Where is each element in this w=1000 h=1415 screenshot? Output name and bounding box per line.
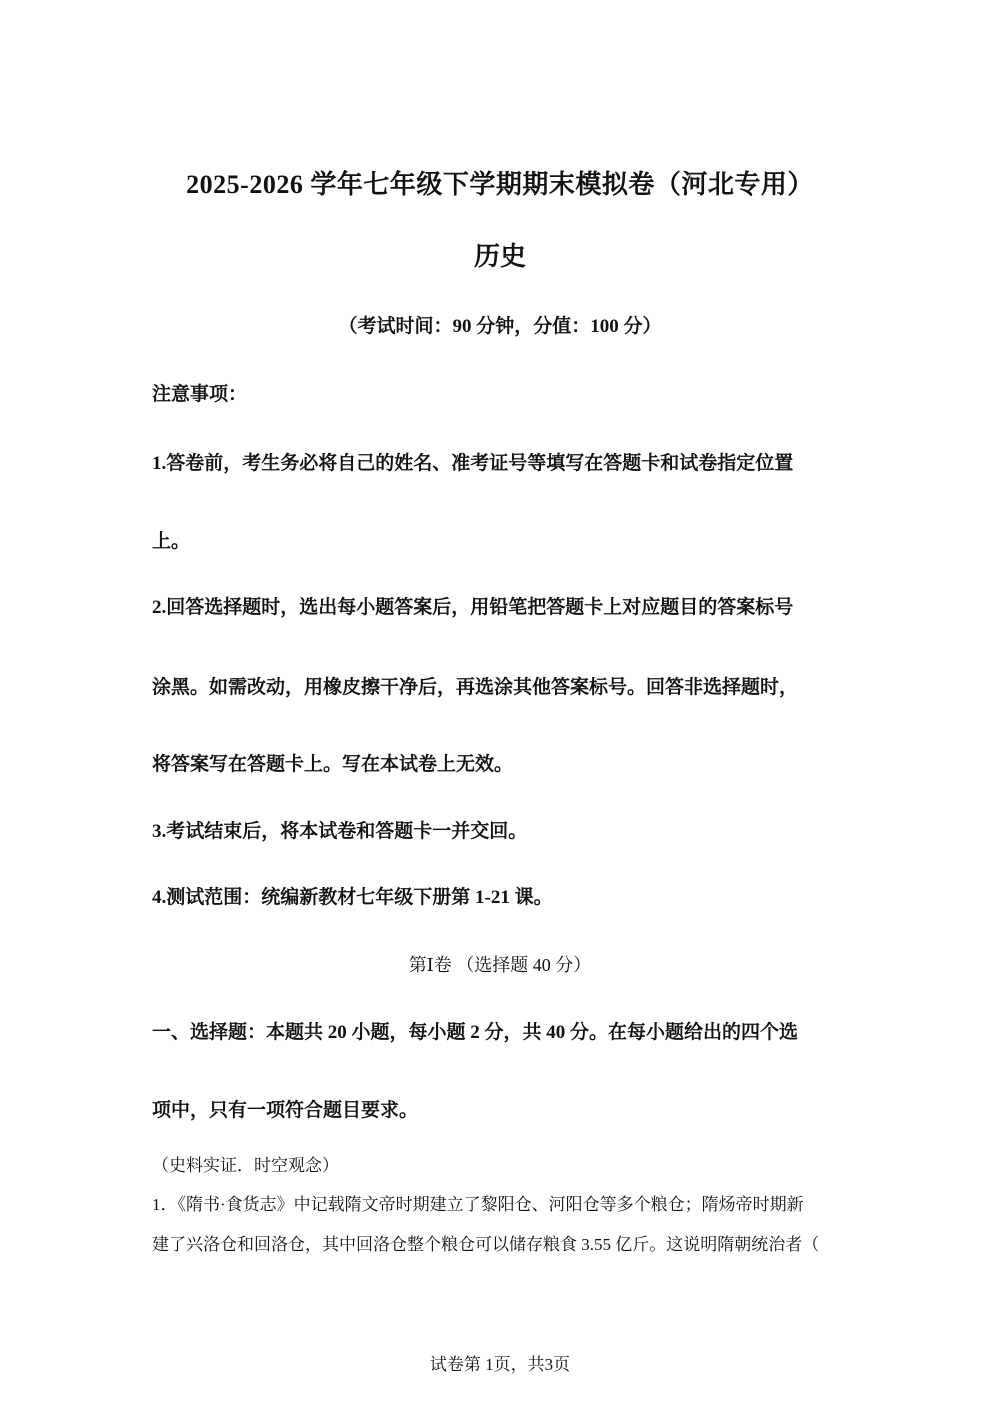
notice-line: 将答案写在答题卡上。写在本试卷上无效。 bbox=[152, 754, 514, 775]
notice-line: 1.答卷前，考生务必将自己的姓名、准考证号等填写在答题卡和试卷指定位置 bbox=[152, 453, 794, 474]
page-footer: 试卷第 1页，共3页 bbox=[429, 1355, 571, 1374]
question-tag: （史料实证．时空观念） bbox=[152, 1156, 339, 1175]
notice-line: 4.测试范围：统编新教材七年级下册第 1-21 课。 bbox=[152, 887, 553, 908]
section-heading: 项中，只有一项符合题目要求。 bbox=[152, 1100, 419, 1121]
question-text: 建了兴洛仓和回洛仓，其中回洛仓整个粮仓可以储存粮食 3.55 亿斤。这说明隋朝统治者（ bbox=[152, 1235, 820, 1254]
notice-line: 3.考试结束后，将本试卷和答题卡一并交回。 bbox=[152, 821, 528, 842]
subject-title: 历史 bbox=[473, 242, 526, 271]
question-text: 1．《隋书·食货志》中记载隋文帝时期建立了黎阳仓、河阳仓等多个粮仓；隋炀帝时期新 bbox=[152, 1195, 804, 1214]
exam-info: （考试时间：90 分钟，分值：100 分） bbox=[338, 316, 662, 337]
notice-line: 上。 bbox=[152, 531, 191, 552]
exam-title: 2025-2026 学年七年级下学期期末模拟卷（河北专用） bbox=[186, 170, 814, 199]
notice-heading: 注意事项： bbox=[152, 384, 248, 405]
part-title: 第Ⅰ卷 （选择题 40 分） bbox=[408, 955, 592, 975]
section-heading: 一、选择题：本题共 20 小题，每小题 2 分，共 40 分。在每小题给出的四个选 bbox=[152, 1022, 799, 1043]
notice-line: 涂黑。如需改动，用橡皮擦干净后，再选涂其他答案标号。回答非选择题时， bbox=[152, 677, 799, 698]
notice-line: 2.回答选择题时，选出每小题答案后，用铅笔把答题卡上对应题目的答案标号 bbox=[152, 597, 794, 618]
